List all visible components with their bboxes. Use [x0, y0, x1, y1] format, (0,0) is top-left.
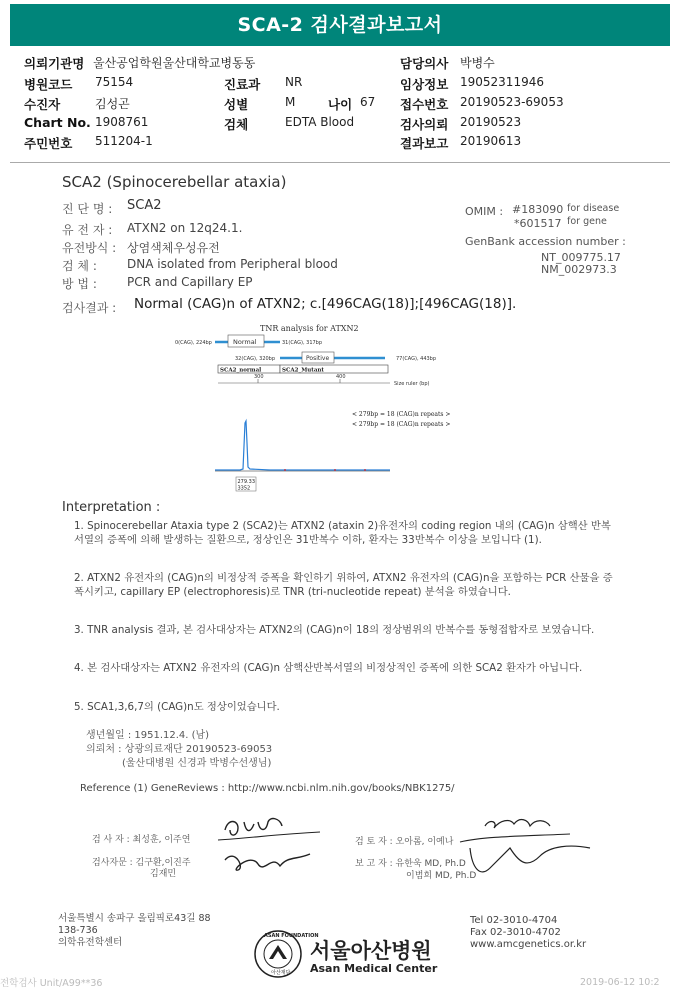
header-key: 검사의뢰	[400, 117, 449, 132]
logo-ring-text: 아산재단	[271, 970, 291, 976]
header-value: EDTA Blood	[285, 115, 355, 129]
field-value: ATXN2 on 12q24.1.	[127, 221, 243, 235]
header-key: 수진자	[24, 97, 61, 112]
reporter-label: 보 고 자 : 유한욱 MD, Ph.D	[355, 859, 466, 869]
header-value: 19052311946	[460, 75, 544, 89]
signature-scribbles	[210, 808, 610, 898]
header-value: 울산공업학원울산대학교병동동	[93, 56, 256, 70]
asan-foundation-logo	[253, 929, 319, 979]
legend-line: < 279bp = 18 (CAG)n repeats >	[352, 411, 451, 418]
result-label: 검사결과 :	[62, 301, 117, 315]
interpretation-paragraph: 2. ATXN2 유전자의 (CAG)n의 비정상적 증폭을 확인하기 위하여, ATXN2 유전자의 (CAG)n을 포함하는 PCR 산물을 증폭시키고, capillary EP (electrophoresis)로 TNR (tri-nucleotide repeat) 분석을 하였습니다.	[74, 572, 613, 598]
header-key: Chart No.	[24, 115, 91, 130]
ruler-tick: 400	[336, 374, 346, 380]
lane-normal-label: SCA2_normal	[220, 367, 262, 374]
footer-timestamp: 2019-06-12 10:2	[580, 977, 660, 988]
contact-web: www.amcgenetics.or.kr	[470, 939, 587, 950]
header-value: 20190613	[460, 134, 522, 148]
header-key: 담당의사	[400, 56, 449, 71]
header-key: 성별	[224, 97, 249, 112]
header-value: 511204-1	[95, 134, 153, 148]
header-info	[10, 50, 670, 162]
interpretation-title: Interpretation :	[62, 500, 161, 515]
scanned-report	[0, 163, 675, 998]
diagram-title: TNR analysis for ATXN2	[260, 324, 359, 333]
header-key: 접수번호	[400, 97, 449, 112]
header-value: 20190523	[460, 115, 522, 129]
field-value: PCR and Capillary EP	[127, 275, 253, 289]
header-key: 검체	[224, 117, 249, 132]
interpretation-paragraph: 4. 본 검사대상자는 ATXN2 유전자의 (CAG)n 삼핵산반복서열의 비정상적인 증폭에 의한 SCA2 환자가 아닙니다.	[74, 662, 583, 674]
header-row	[10, 54, 670, 74]
header-key: 의뢰기관명	[24, 56, 85, 71]
positive-right-label: 77(CAG), 443bp	[396, 356, 437, 362]
normal-right-label: 31(CAG), 317bp	[282, 340, 323, 346]
reviewer-label: 검 토 자 : 오아롬, 이예나	[355, 837, 454, 847]
omim-disease-id: #183090	[512, 203, 564, 216]
positive-left-label: 32(CAG), 320bp	[235, 356, 276, 362]
header-key: 병원코드	[24, 77, 73, 92]
genbank-label: GenBank accession number :	[465, 235, 626, 248]
header-key: 주민번호	[24, 136, 73, 151]
ruler-label: Size ruler (bp)	[394, 381, 430, 387]
lane-mutant-label: SCA2_Mutant	[282, 367, 324, 374]
field-label: 방 법 :	[62, 277, 97, 291]
legend-line: < 279bp = 18 (CAG)n repeats >	[352, 421, 451, 428]
ruler-tick: 300	[254, 374, 264, 380]
omim-gene-text: for gene	[567, 216, 607, 227]
header-row	[10, 115, 670, 135]
advisor-label: 검사자문 : 김구환,이진주	[92, 858, 191, 868]
header-value: 20190523-69053	[460, 95, 564, 109]
hospital-name-english: Asan Medical Center	[310, 962, 438, 975]
field-value: 상염색체우성유전	[127, 241, 220, 255]
address-line: 138-736	[58, 925, 98, 936]
header-value: 김성곤	[95, 97, 130, 111]
header-row	[10, 95, 670, 115]
normal-box-label: Normal	[233, 338, 257, 346]
header-value: NR	[285, 75, 303, 89]
positive-box-label: Positive	[306, 355, 330, 362]
report-title: SCA2 (Spinocerebellar ataxia)	[62, 173, 287, 191]
contact-fax: Fax 02-3010-4702	[470, 927, 561, 938]
omim-label: OMIM :	[465, 205, 504, 218]
interpretation-paragraph: 3. TNR analysis 결과, 본 검사대상자는 ATXN2의 (CAG)n이 18의 정상범위의 반복수를 동형접합자로 보였습니다.	[74, 624, 595, 636]
peak-label: 3352	[237, 485, 251, 492]
footer-left: 전학검사 Unit/A99**36	[0, 978, 103, 989]
normal-left-label: 0(CAG), 224bp	[175, 340, 212, 346]
header-value: M	[285, 95, 296, 109]
advisor-label: 김재민	[150, 869, 177, 879]
reporter-label: 이범희 MD, Ph.D	[406, 871, 477, 881]
field-value: SCA2	[127, 198, 162, 213]
header-key: 임상정보	[400, 77, 449, 92]
result-value: Normal (CAG)n of ATXN2; c.[496CAG(18)];[496CAG(18)].	[134, 296, 517, 312]
field-label: 유 전 자 :	[62, 223, 113, 237]
logo-ring-text: ASAN FOUNDATION	[264, 933, 319, 939]
patient-note: 의뢰처 : 상광의료재단 20190523-69053	[86, 744, 273, 755]
patient-note: (울산대병원 신경과 박병수선생님)	[122, 758, 272, 769]
field-label: 검 체 :	[62, 259, 97, 273]
tester-label: 검 사 자 : 최성훈, 이주연	[92, 835, 191, 845]
header-value: 1908761	[95, 115, 149, 129]
reference: Reference (1) GeneReviews : http://www.ncbi.nlm.nih.gov/books/NBK1275/	[80, 783, 455, 794]
field-label: 유전방식 :	[62, 241, 117, 255]
contact-tel: Tel 02-3010-4704	[470, 915, 558, 926]
report-banner: SCA-2 검사결과보고서	[10, 4, 670, 46]
header-row	[10, 75, 670, 95]
electropherogram	[210, 403, 470, 493]
interpretation-paragraph: 5. SCA1,3,6,7의 (CAG)n도 정상이었습니다.	[74, 701, 280, 713]
header-row	[10, 134, 670, 154]
peak-label: 279.33	[237, 479, 255, 485]
address-line: 의학유전학센터	[58, 937, 123, 948]
header-value: 박병수	[460, 56, 495, 70]
field-label: 진 단 명 :	[62, 202, 113, 216]
address-line: 서울특별시 송파구 올림픽로43길 88	[58, 913, 211, 924]
interpretation-paragraph: 1. Spinocerebellar Ataxia type 2 (SCA2)는 ATXN2 (ataxin 2)유전자의 coding region 내의 (CAG)n 삼핵산 반복서열의 증폭에 의해 발생하는 질환으로, 정상인은 31반복수 이하, 환자는 33반복수 이상을 보입니다 (1).	[74, 520, 611, 546]
header-key: 결과보고	[400, 136, 449, 151]
genbank-accession: NT_009775.17	[541, 251, 621, 264]
omim-gene-id: *601517	[514, 217, 562, 230]
header-key: 진료과	[224, 77, 261, 92]
peak-trace	[215, 421, 390, 470]
field-value: DNA isolated from Peripheral blood	[127, 257, 338, 271]
header-value: 75154	[95, 75, 134, 89]
patient-note: 생년월일 : 1951.12.4. (남)	[86, 730, 210, 741]
hospital-name-korean: 서울아산병원	[310, 939, 432, 963]
genbank-accession: NM_002973.3	[541, 263, 617, 276]
tnr-diagram	[170, 321, 470, 391]
header-key: 나이	[328, 97, 353, 112]
header-value: 67	[360, 95, 376, 109]
omim-disease-text: for disease	[567, 203, 620, 214]
